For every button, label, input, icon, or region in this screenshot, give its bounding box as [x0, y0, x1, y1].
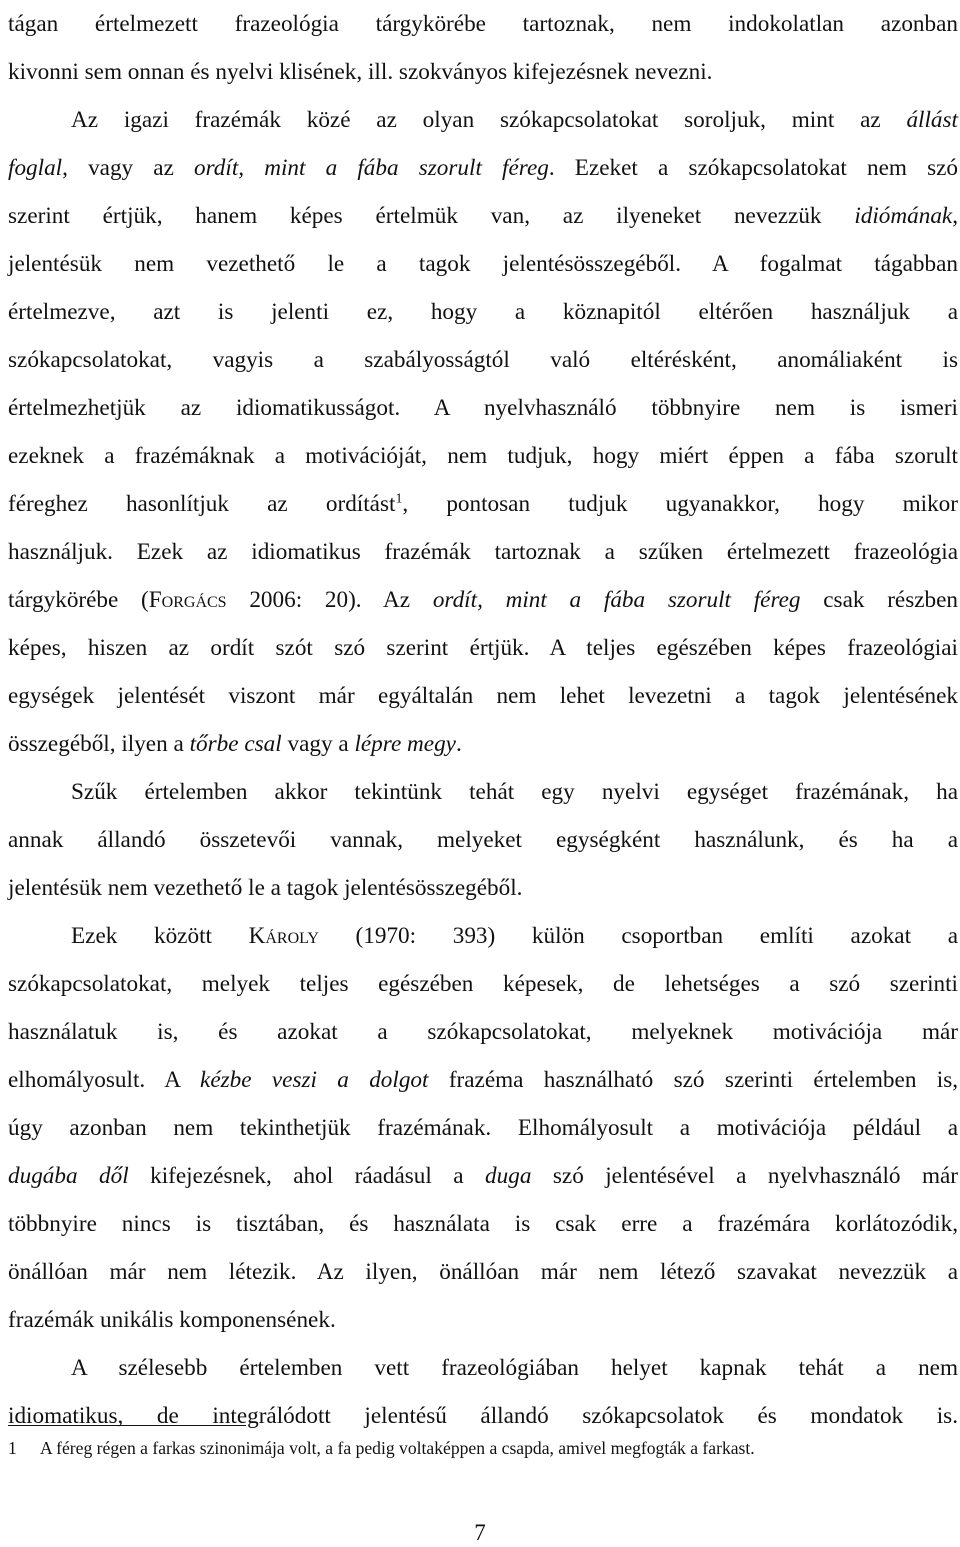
text-line: használatuk is, és azokat a szókapcsolatokat, melyeknek motivációja már [8, 1019, 958, 1045]
text-line: önállóan már nem létezik. Az ilyen, önállóan már nem létező szavakat nevezzük a [8, 1259, 958, 1285]
footnote-text: A féreg régen a farkas szinonimája volt, a fa pedig voltaképpen a csapda, amivel megfogták a farkast. [40, 1438, 755, 1458]
text-line: féreghez hasonlítjuk az ordítást$^1$, pontosan tudjuk ugyanakkor, hogy mikor [8, 491, 958, 517]
text-line: A szélesebb értelemben vett frazeológiában helyet kapnak tehát a nem [71, 1355, 958, 1381]
text-line: Az igazi frazémák közé az olyan szókapcsolatokat soroljuk, mint az állást [71, 107, 958, 133]
text-line: összegéből, ilyen a tőrbe csal vagy a lépre megy. [8, 731, 462, 757]
text-line: többnyire nincs is tisztában, és használata is csak erre a frazémára korlátozódik, [8, 1211, 958, 1237]
text-line: egységek jelentését viszont már egyáltalán nem lehet levezetni a tagok jelentésének [8, 683, 958, 709]
text-line: szerint értjük, hanem képes értelmük van, az ilyeneket nevezzük idiómának, [8, 203, 958, 229]
text-line: kivonni sem onnan és nyelvi klisének, ill. szokványos kifejezésnek nevezni. [8, 59, 713, 85]
text-line: használjuk. Ezek az idiomatikus frazémák tartoznak a szűken értelmezett frazeológia [8, 539, 958, 565]
author-name: Forgács [148, 587, 227, 613]
text-line: foglal, vagy az ordít, mint a fába szorult féreg. Ezeket a szókapcsolatokat nem szó [8, 155, 958, 181]
text-line: szókapcsolatokat, melyek teljes egészében képesek, de lehetséges a szó szerinti [8, 971, 958, 997]
text-line: szókapcsolatokat, vagyis a szabályosságtól való eltérésként, anomáliaként is [8, 347, 958, 373]
footnote-reference[interactable]: 1 [395, 491, 403, 507]
text-line: értelmezve, azt is jelenti ez, hogy a köznapitól eltérően használjuk a [8, 299, 958, 325]
text-line: dugába dől kifejezésnek, ahol ráadásul a duga szó jelentésével a nyelvhasználó már [8, 1163, 958, 1189]
footnote [8, 1434, 953, 1462]
text-line: tágan értelmezett frazeológia tárgykörébe tartoznak, nem indokolatlan azonban [8, 11, 958, 37]
page-number: 7 [474, 1520, 486, 1545]
author-name: Károly [248, 923, 319, 949]
text-line: jelentésük nem vezethető le a tagok jelentésösszegéből. [8, 875, 523, 901]
text-line: képes, hiszen az ordít szót szó szerint értjük. A teljes egészében képes frazeológiai [8, 635, 958, 661]
text-line: tárgykörébe (Forgács 2006: 20). Az ordít, mint a fába szorult féreg csak részben [8, 587, 958, 613]
text-line: Szűk értelemben akkor tekintünk tehát egy nyelvi egységet frazémának, ha [71, 779, 958, 805]
footnote-number: 1 [8, 1438, 17, 1458]
document-body [8, 0, 958, 1440]
text-line: Ezek között Károly (1970: 393) külön csoportban említi azokat a [71, 923, 958, 949]
text-line: frazémák unikális komponensének. [8, 1307, 336, 1333]
text-line: jelentésük nem vezethető le a tagok jelentésösszegéből. A fogalmat tágabban [8, 251, 958, 277]
text-line: elhomályosult. A kézbe veszi a dolgot frazéma használható szó szerinti értelemben is, [8, 1067, 959, 1093]
text-line: úgy azonban nem tekinthetjük frazémának. Elhomályosult a motivációja például a [8, 1115, 958, 1141]
text-line: értelmezhetjük az idiomatikusságot. A nyelvhasználó többnyire nem is ismeri [8, 395, 958, 421]
text-line: ezeknek a frazémáknak a motivációját, nem tudjuk, hogy miért éppen a fába szorult [8, 443, 958, 469]
footnote-separator [8, 1425, 246, 1426]
text-line: idiomatikus, de integrálódott jelentésű állandó szókapcsolatok és mondatok is. [8, 1403, 958, 1429]
text-line: annak állandó összetevői vannak, melyeket egységként használunk, és ha a [8, 827, 958, 853]
